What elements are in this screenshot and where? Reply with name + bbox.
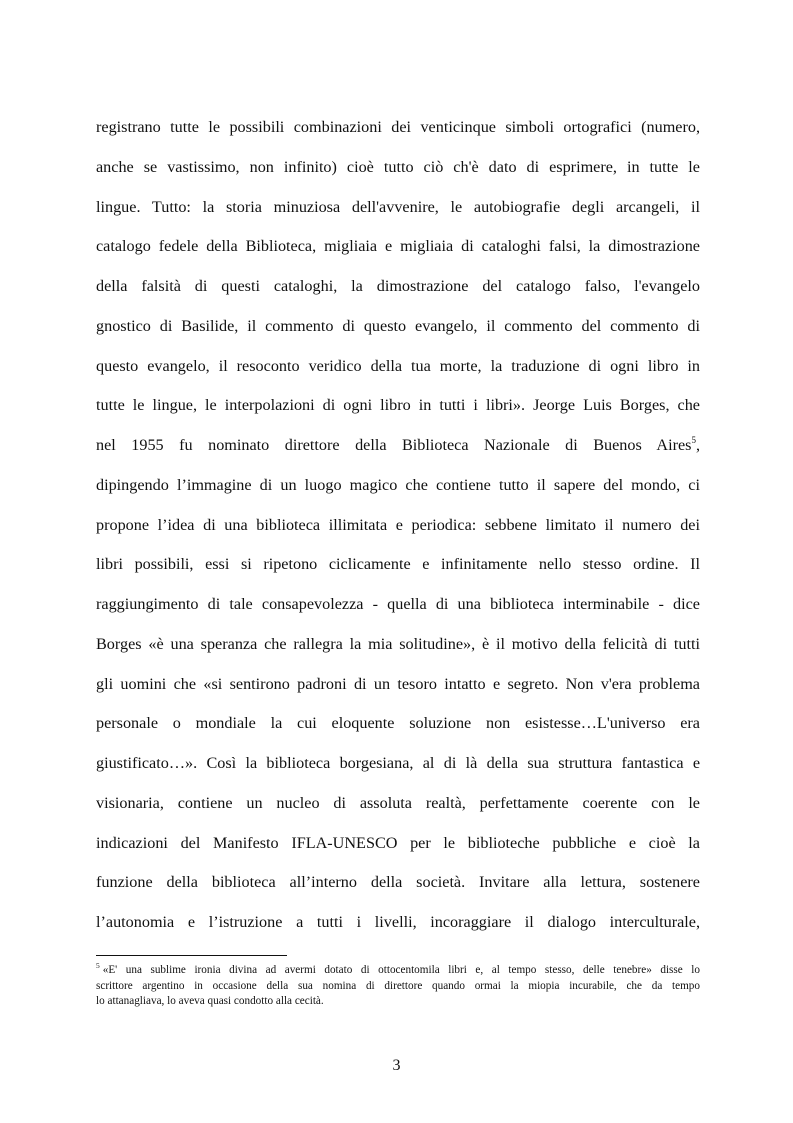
body-line-9-text: nel 1955 fu nominato direttore della Biblioteca Nazionale di Buenos Aires xyxy=(96,436,692,454)
body-line-9 xyxy=(96,426,700,466)
body-line-10: dipingendo l’immagine di un luogo magico che contiene tutto il sapere del mondo, ci xyxy=(96,475,700,494)
body-line-12: libri possibili, essi si ripetono ciclicamente e infinitamente nello stesso ordine. Il xyxy=(96,555,700,574)
body-line-4: catalogo fedele della Biblioteca, migliaia e migliaia di cataloghi falsi, la dimostrazione xyxy=(96,237,700,256)
footnote-line-1 xyxy=(96,963,700,979)
page-number: 3 xyxy=(392,1057,401,1074)
body-line-18: visionaria, contiene un nucleo di assoluta realtà, perfettamente coerente con le xyxy=(96,793,700,812)
footnote-line-2: scrittore argentino in occasione della sua nomina di direttore quando ormai la miopia incurabile, che da tempo xyxy=(96,979,700,992)
body-line-21: l’autonomia e l’istruzione a tutti i livelli, incoraggiare il dialogo interculturale, xyxy=(96,913,700,931)
footnote-line-1-text: «E' una sublime ironia divina ad avermi dotato di ottocentomila libri e, al tempo stesso, delle tenebre» disse lo xyxy=(102,964,700,976)
body-line-17: giustificato…». Così la biblioteca borgesiana, al di là della sua struttura fantastica e xyxy=(96,754,700,772)
body-line-11: propone l’idea di una biblioteca illimitata e periodica: sebbene limitato il numero dei xyxy=(96,515,700,534)
body-line-13: raggiungimento di tale consapevolezza - quella di una biblioteca interminabile - dice xyxy=(96,595,700,613)
body-line-14: Borges «è una speranza che rallegra la mia solitudine», è il motivo della felicità di tutti xyxy=(96,634,700,653)
footnote-separator xyxy=(96,955,287,956)
body-line-2: anche se vastissimo, non infinito) cioè tutto ciò ch'è dato di esprimere, in tutte le xyxy=(96,157,700,176)
body-line-20: funzione della biblioteca all’interno della società. Invitare alla lettura, sostenere xyxy=(96,873,700,892)
body-line-7: questo evangelo, il resoconto veridico della tua morte, la traduzione di ogni libro in xyxy=(96,356,700,375)
body-line-1: registrano tutte le possibili combinazioni dei venticinque simboli ortografici (numero, xyxy=(96,118,700,136)
body-line-3: lingue. Tutto: la storia minuziosa dell'avvenire, le autobiografie degli arcangeli, il xyxy=(96,197,700,216)
body-line-16: personale o mondiale la cui eloquente soluzione non esistesse…L'universo era xyxy=(96,714,700,733)
footnote-reference[interactable]: 5 xyxy=(691,435,696,445)
body-line-19: indicazioni del Manifesto IFLA-UNESCO per le biblioteche pubbliche e cioè la xyxy=(96,833,700,852)
body-line-5: della falsità di questi cataloghi, la dimostrazione del catalogo falso, l'evangelo xyxy=(96,277,700,295)
footnote-line-3: lo attanagliava, lo aveva quasi condotto alla cecità. xyxy=(96,995,324,1007)
footnote xyxy=(96,963,700,1010)
body-line-6: gnostico di Basilide, il commento di questo evangelo, il commento del commento di xyxy=(96,316,700,335)
body-line-8: tutte le lingue, le interpolazioni di ogni libro in tutti i libri». Jeorge Luis Borges, che xyxy=(96,396,700,415)
body-line-9-comma: , xyxy=(695,436,700,454)
body-line-15: gli uomini che «si sentirono padroni di un tesoro intatto e segreto. Non v'era problema xyxy=(96,674,700,693)
body-text xyxy=(96,108,700,943)
footnote-marker: 5 xyxy=(96,961,100,970)
